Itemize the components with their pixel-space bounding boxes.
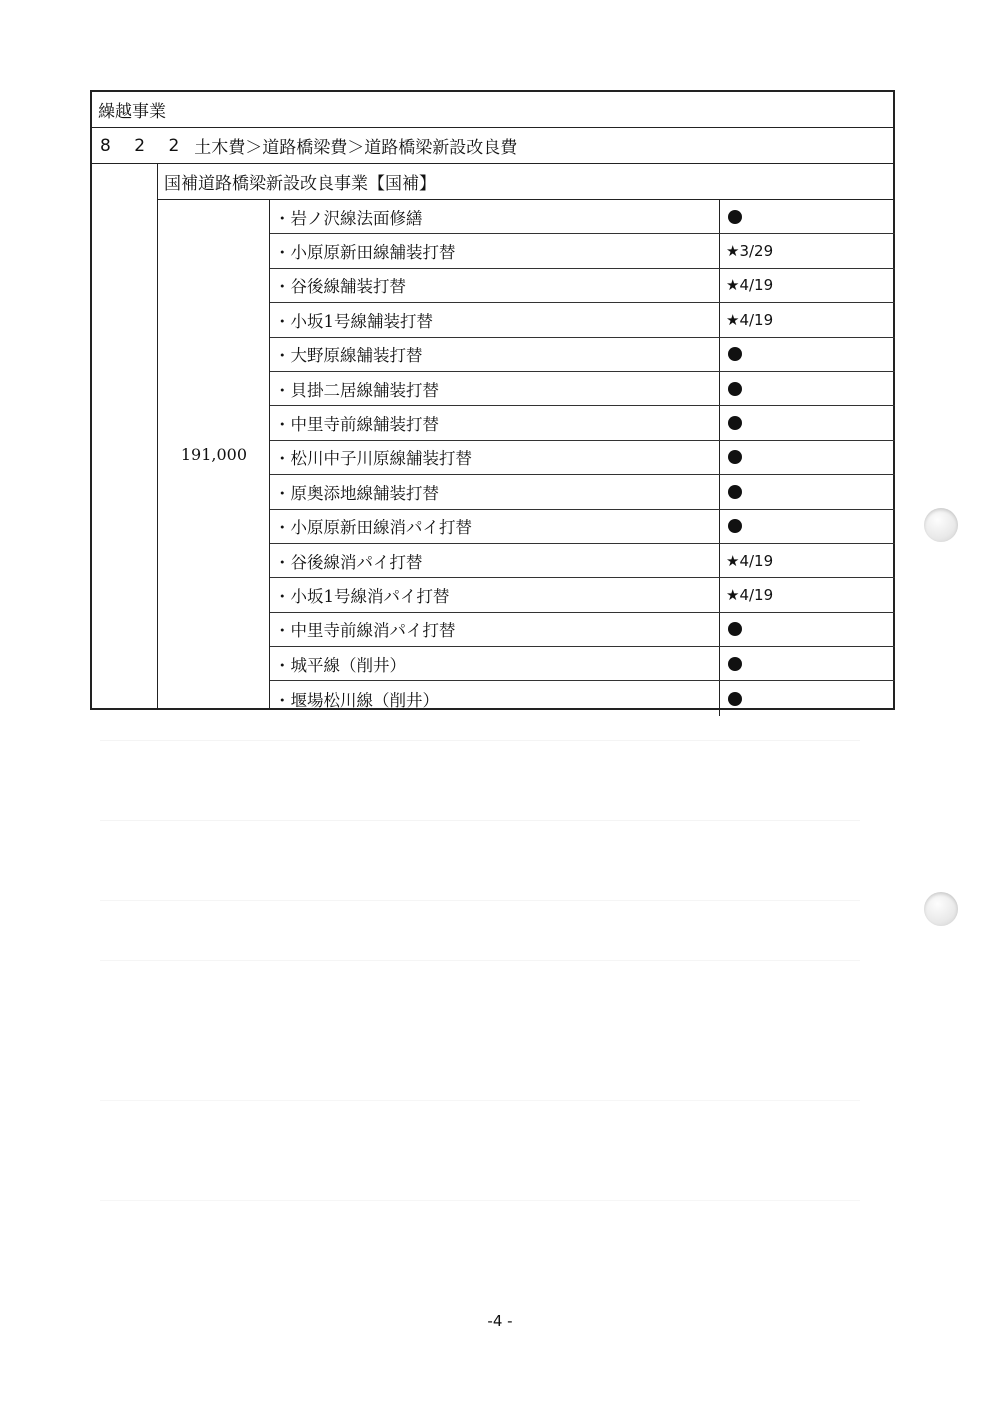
table-row: [270, 475, 895, 509]
item-name: ・大野原線舗装打替: [270, 338, 720, 371]
table-row: [270, 510, 895, 544]
item-status: [720, 544, 895, 577]
table-row: [270, 681, 895, 715]
filled-circle-icon: [728, 382, 742, 396]
table-row: [270, 647, 895, 681]
indent-column: [92, 164, 158, 708]
item-name: ・中里寺前線消パイ打替: [270, 613, 720, 646]
item-status: [720, 406, 895, 439]
status-date: ★4/19: [726, 310, 774, 329]
carryover-header: [92, 92, 893, 128]
carryover-label: 繰越事業: [98, 102, 166, 122]
filled-circle-icon: [728, 416, 742, 430]
status-date: ★4/19: [726, 585, 774, 604]
item-status: [720, 510, 895, 543]
item-name: ・城平線（削井）: [270, 647, 720, 680]
item-name: ・小坂1号線消パイ打替: [270, 578, 720, 611]
category-code: 8 2 2: [100, 135, 189, 156]
table-row: [270, 269, 895, 303]
item-status: [720, 234, 895, 267]
filled-circle-icon: [728, 347, 742, 361]
filled-circle-icon: [728, 692, 742, 706]
item-status: [720, 338, 895, 371]
status-date: ★4/19: [726, 276, 774, 295]
table-row: [270, 234, 895, 268]
item-status: [720, 475, 895, 508]
project-items-list: [270, 200, 895, 716]
table-row: [270, 200, 895, 234]
item-name: ・谷後線消パイ打替: [270, 544, 720, 577]
project-amount: 191,000: [158, 200, 270, 708]
table-row: [270, 613, 895, 647]
table-row: [270, 578, 895, 612]
item-name: ・谷後線舗装打替: [270, 269, 720, 302]
item-status: [720, 269, 895, 302]
item-name: ・小原原新田線舗装打替: [270, 234, 720, 267]
item-status: [720, 441, 895, 474]
table-row: [270, 303, 895, 337]
table-row: [270, 544, 895, 578]
item-name: ・貝掛二居線舗装打替: [270, 372, 720, 405]
item-status: [720, 647, 895, 680]
table-row: [270, 372, 895, 406]
item-name: ・中里寺前線舗装打替: [270, 406, 720, 439]
table-row: [270, 441, 895, 475]
item-name: ・堰場松川線（削井）: [270, 681, 720, 715]
table-row: [270, 338, 895, 372]
filled-circle-icon: [728, 210, 742, 224]
item-status: [720, 613, 895, 646]
item-status: [720, 578, 895, 611]
item-status: [720, 372, 895, 405]
status-date: ★3/29: [726, 242, 774, 261]
project-block: [158, 164, 895, 710]
category-row: [92, 128, 893, 164]
item-name: ・松川中子川原線舗装打替: [270, 441, 720, 474]
item-status: [720, 681, 895, 715]
page-number: -4 -: [487, 1312, 513, 1330]
project-title: 国補道路橋梁新設改良事業【国補】: [158, 164, 895, 200]
item-name: ・小原原新田線消パイ打替: [270, 510, 720, 543]
filled-circle-icon: [728, 657, 742, 671]
category-path: 土木費＞道路橋梁費＞道路橋梁新設改良費: [194, 138, 518, 158]
table-row: [270, 406, 895, 440]
item-name: ・岩ノ沢線法面修繕: [270, 200, 720, 233]
carryover-table: [90, 90, 895, 710]
punch-hole: [924, 508, 958, 542]
item-status: [720, 200, 895, 233]
item-status: [720, 303, 895, 336]
status-date: ★4/19: [726, 551, 774, 570]
filled-circle-icon: [728, 485, 742, 499]
filled-circle-icon: [728, 622, 742, 636]
punch-hole: [924, 892, 958, 926]
filled-circle-icon: [728, 519, 742, 533]
item-name: ・原奥添地線舗装打替: [270, 475, 720, 508]
item-name: ・小坂1号線舗装打替: [270, 303, 720, 336]
filled-circle-icon: [728, 450, 742, 464]
